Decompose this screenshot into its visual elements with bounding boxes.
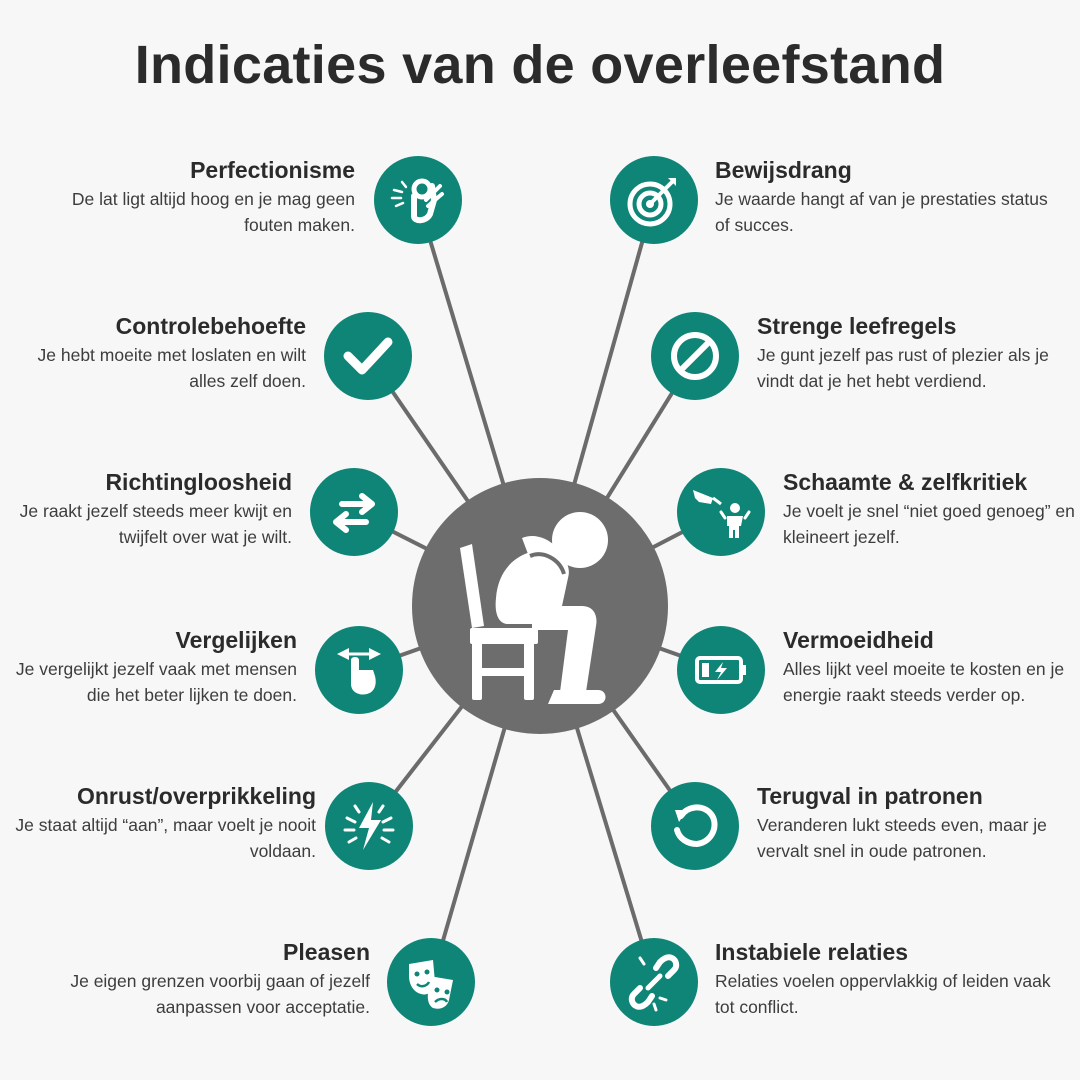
swap-arrows-icon bbox=[310, 468, 398, 556]
center-circle bbox=[412, 478, 668, 734]
item-title: Onrust/overprikkeling bbox=[76, 783, 316, 809]
item-description: Je voelt je snel “niet goed genoeg” en kleineert jezelf. bbox=[783, 501, 1075, 547]
checkmark-icon bbox=[324, 312, 412, 400]
low-battery-icon bbox=[677, 626, 765, 714]
pointing-hand-child-icon bbox=[677, 468, 765, 556]
item-title: Bewijsdrang bbox=[715, 157, 852, 183]
page-title: Indicaties van de overleefstand bbox=[134, 35, 946, 95]
broken-link-icon bbox=[610, 938, 698, 1026]
item-description: Je waarde hangt af van je prestaties status of succes. bbox=[715, 189, 1048, 235]
item-title: Terugval in patronen bbox=[757, 783, 983, 809]
item-description: Relaties voelen oppervlakkig of leiden vaak tot conflict. bbox=[715, 971, 1051, 1017]
item-title: Controlebehoefte bbox=[115, 313, 306, 339]
item-description: De lat ligt altijd hoog en je mag geen fouten maken. bbox=[71, 189, 355, 235]
item-title: Richtingloosheid bbox=[105, 469, 292, 495]
lightning-burst-icon bbox=[325, 782, 413, 870]
prohibited-icon bbox=[651, 312, 739, 400]
item-description: Je hebt moeite met loslaten en wilt alles zelf doen. bbox=[37, 345, 306, 391]
target-arrow-icon bbox=[610, 156, 698, 244]
item-title: Vermoeidheid bbox=[783, 627, 934, 653]
item-description: Alles lijkt veel moeite te kosten en je energie raakt steeds verder op. bbox=[783, 659, 1065, 705]
theater-masks-icon bbox=[387, 938, 475, 1026]
item-description: Veranderen lukt steeds even, maar je vervalt snel in oude patronen. bbox=[757, 815, 1047, 861]
item-title: Instabiele relaties bbox=[715, 939, 909, 965]
item-description: Je raakt jezelf steeds meer kwijt en twijfelt over wat je wilt. bbox=[19, 501, 292, 547]
person-head-in-hands-icon bbox=[412, 478, 668, 734]
swipe-hand-icon bbox=[315, 626, 403, 714]
reload-arrow-icon bbox=[651, 782, 739, 870]
item-description: Je staat altijd “aan”, maar voelt je nooit voldaan. bbox=[15, 815, 316, 861]
item-description: Je eigen grenzen voorbij gaan of jezelf aanpassen voor acceptatie. bbox=[70, 971, 370, 1017]
item-description: Je gunt jezelf pas rust of plezier als je vindt dat je het hebt verdiend. bbox=[757, 345, 1049, 391]
item-title: Strenge leefregels bbox=[757, 313, 957, 339]
ok-hand-icon bbox=[374, 156, 462, 244]
item-title: Vergelijken bbox=[175, 627, 297, 653]
item-title: Perfectionisme bbox=[190, 157, 355, 183]
item-title: Pleasen bbox=[283, 939, 370, 965]
item-title: Schaamte & zelfkritiek bbox=[783, 469, 1028, 495]
item-description: Je vergelijkt jezelf vaak met mensen die het beter lijken te doen. bbox=[15, 659, 297, 705]
